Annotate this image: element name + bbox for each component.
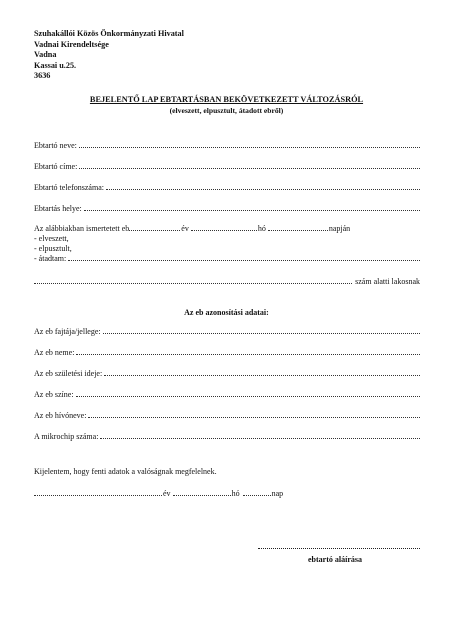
signature-label: ebtartó aláírása [308,555,362,564]
keeping-place-field[interactable] [84,202,420,211]
birth-field[interactable] [104,367,420,376]
owner-phone-label: Ebtartó telefonszáma: [34,183,104,192]
breed-label: Az eb fajtája/jellege: [34,327,101,336]
office-address [34,29,184,82]
date-row [34,487,294,498]
office-name: Szuhakállói Közös Önkormányzati Hivatal [34,29,184,38]
owner-address-row [34,160,420,171]
intro-month-field[interactable] [191,222,257,231]
owner-name-label: Ebtartó neve: [34,141,77,150]
resident-row [34,275,420,286]
option-given: - átadtam: [34,254,67,263]
office-street: Kassai u.25. [34,60,77,70]
office-town: Vadna [34,50,57,60]
date-year-field[interactable] [34,487,162,496]
callname-field[interactable] [88,409,420,418]
chip-field[interactable] [100,430,420,439]
dog-intro-label: Az alábbiakban ismertetett eb [34,224,130,233]
chip-label: A mikrochip száma: [34,432,99,441]
office-branch: Vadnai Kirendeltsége [34,39,109,49]
sex-row [34,346,420,357]
breed-row [34,325,420,336]
form-title: BEJELENTŐ LAP EBTARTÁSBAN BEKÖVETKEZETT VÁLTOZÁSRÓL [89,95,364,104]
intro-day-field[interactable] [268,222,328,231]
resident-address-field[interactable] [34,275,352,284]
signature-line[interactable] [258,548,420,549]
sex-label: Az eb neme: [34,348,75,357]
office-zip: 3636 [34,71,51,81]
date-month-label: hó [231,489,240,498]
form-subtitle: (elveszett, elpusztult, átadott ebről) [169,106,284,115]
owner-name-field[interactable] [79,139,420,148]
intro-day-label: napján [328,224,351,233]
given-to-field[interactable] [68,252,420,261]
breed-field[interactable] [103,325,420,334]
resident-suffix: szám alatti lakosnak [355,277,420,286]
option-lost: - elveszett, [34,234,69,243]
owner-name-row [34,139,420,150]
sex-field[interactable] [76,346,420,355]
color-row [34,388,420,399]
callname-row [34,409,420,420]
given-row [34,252,420,263]
dog-date-row [34,222,420,233]
owner-phone-field[interactable] [106,181,420,190]
date-month-field[interactable] [173,487,231,496]
color-field[interactable] [76,388,420,397]
date-day-label: nap [271,489,284,498]
intro-year-field[interactable] [129,222,180,231]
dog-section-title: Az eb azonosítási adatai: [184,308,269,317]
option-died: - elpusztult, [34,244,72,253]
date-year-label: év [163,489,171,498]
intro-year-label: év [181,224,189,233]
chip-row [34,430,420,441]
declaration-text: Kijelentem, hogy fenti adatok a valóságnak megfelelnek. [34,467,217,476]
owner-address-field[interactable] [79,160,420,169]
callname-label: Az eb hívóneve: [34,411,87,420]
owner-phone-row [34,181,420,192]
owner-address-label: Ebtartó címe: [34,162,78,171]
birth-row [34,367,420,378]
keeping-place-label: Ebtartás helye: [34,204,82,213]
date-day-field[interactable] [243,487,271,496]
color-label: Az eb színe: [34,390,74,399]
birth-label: Az eb születési ideje: [34,369,103,378]
intro-month-label: hó [257,224,266,233]
keeping-place-row [34,202,420,213]
